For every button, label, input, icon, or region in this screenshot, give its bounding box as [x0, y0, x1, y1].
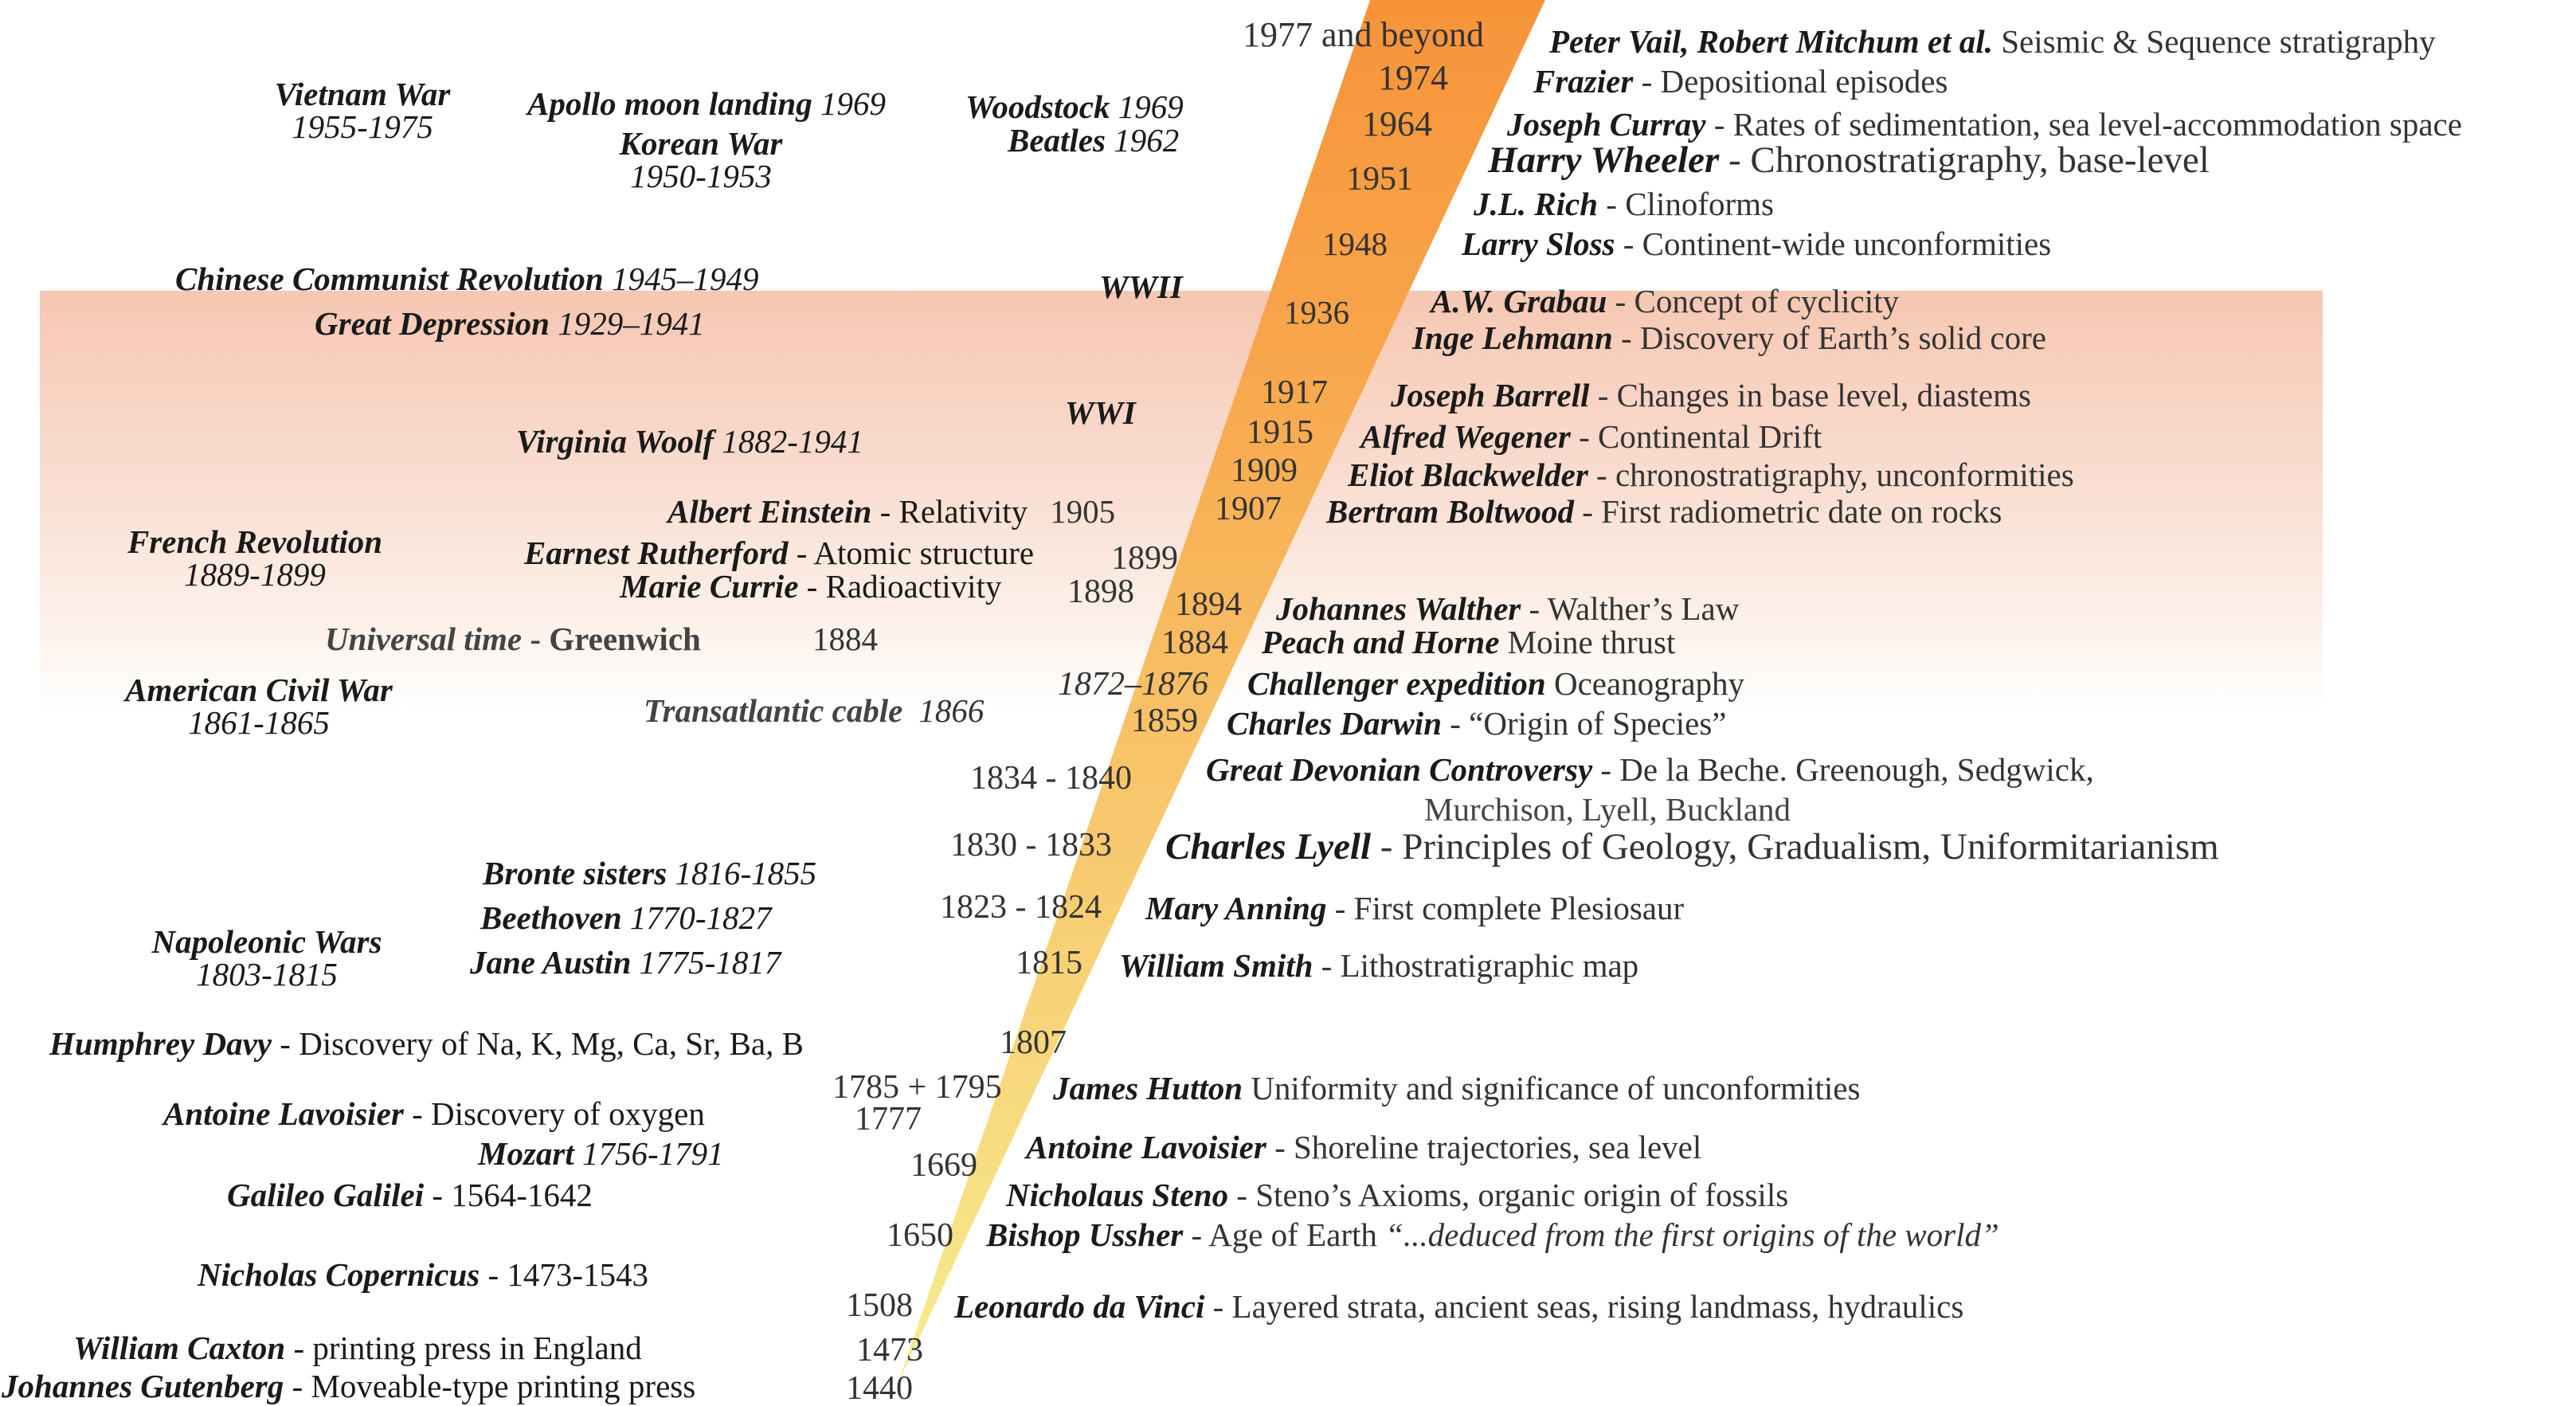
event-name: Korean War — [619, 125, 783, 162]
event-dates: 1929–1941 — [558, 305, 705, 342]
timeline-entry — [1488, 139, 2210, 181]
contribution: Uniformity and significance of unconformities — [1251, 1070, 1861, 1106]
event-name: Earnest Rutherford — [524, 535, 789, 571]
timeline-entry — [1326, 495, 2002, 528]
scientist-name: William Smith — [1119, 947, 1313, 984]
timeline-entry — [1549, 25, 2436, 58]
event-desc: - Radioactivity — [806, 568, 1002, 605]
year-label: 1872–1876 — [1058, 666, 1208, 703]
timeline-entry — [1262, 626, 1675, 659]
year-label: 1917 — [1261, 374, 1328, 411]
event-desc: - Atomic structure — [796, 535, 1035, 571]
contribution: - Shoreline trajectories, sea level — [1274, 1129, 1702, 1165]
event-dates: 1889-1899 — [184, 556, 326, 593]
scientist-name: Alfred Wegener — [1360, 418, 1571, 455]
event-name: WWII — [1099, 268, 1183, 305]
history-event — [315, 307, 705, 340]
event-name: Bronte sisters — [483, 855, 667, 891]
history-event — [965, 88, 1184, 125]
year-label: 1650 — [887, 1217, 953, 1254]
contribution: - First radiometric date on rocks — [1582, 493, 2002, 530]
history-event — [1065, 394, 1136, 431]
scientist-name: Peach and Horne — [1262, 624, 1500, 660]
event-name: Transatlantic cable — [644, 692, 903, 729]
year-label: 1936 — [1284, 294, 1349, 331]
year-label: 1785 + 1795 — [832, 1069, 1002, 1106]
timeline-entry — [1507, 108, 2462, 141]
science-event — [163, 1095, 705, 1132]
event-dates: 1816-1855 — [675, 855, 817, 891]
contribution: - Age of Earth — [1191, 1216, 1377, 1253]
event-year: 1905 — [1050, 493, 1116, 530]
event-name: Albert Einstein — [667, 493, 872, 530]
history-event — [131, 923, 402, 993]
contribution: - Continent-wide unconformities — [1623, 225, 2052, 262]
scientist-name: J.L. Rich — [1474, 186, 1599, 222]
timeline-entry — [1053, 1072, 1860, 1105]
history-event — [470, 946, 781, 979]
scientist-name: Nicholaus Steno — [1006, 1177, 1229, 1213]
event-year: 1898 — [1067, 574, 1134, 610]
timeline-entry — [1227, 707, 1727, 740]
contribution: - Principles of Geology, Gradualism, Uniformitarianism — [1380, 826, 2219, 867]
year-label: 1894 — [1175, 586, 1242, 623]
history-event — [175, 260, 759, 297]
event-desc: - Moveable-type printing press — [292, 1368, 696, 1404]
history-event — [516, 425, 863, 458]
year-label: 1907 — [1215, 491, 1282, 527]
timeline-entry — [986, 1216, 1999, 1253]
contribution: - chronostratigraphy, unconformities — [1596, 456, 2074, 493]
ussher-quote: “...deduced from the first origins of the world” — [1385, 1216, 1999, 1253]
timeline-entry — [1412, 319, 2046, 356]
event-name: Great Depression — [315, 305, 550, 342]
timeline-entry — [1119, 947, 1639, 984]
timeline-entry — [1348, 456, 2074, 493]
event-name: Mozart — [478, 1135, 574, 1172]
year-label: 1964 — [1362, 104, 1432, 143]
event-name: Nicholas Copernicus — [198, 1256, 480, 1293]
timeline-entry — [954, 1290, 1963, 1323]
scientist-name: Inge Lehmann — [1412, 319, 1613, 356]
contribution: - Concept of cyclicity — [1615, 283, 1899, 319]
event-desc: - Discovery of oxygen — [412, 1095, 705, 1132]
scientist-name: Eliot Blackwelder — [1348, 456, 1588, 493]
event-name: American Civil War — [125, 672, 393, 708]
year-label: 1830 - 1833 — [950, 827, 1112, 864]
year-label: 1508 — [846, 1287, 913, 1324]
year-label: 1884 — [1161, 625, 1228, 661]
event-year: 1899 — [1111, 540, 1178, 577]
year-label: 1823 - 1824 — [940, 889, 1102, 926]
event-desc: - 1564-1642 — [432, 1177, 593, 1213]
event-name: Jane Austin — [470, 944, 632, 981]
scientist-name: Peter Vail, Robert Mitchum et al. — [1549, 23, 1993, 60]
scientist-name: Harry Wheeler — [1488, 139, 1720, 181]
event-year: 1866 — [918, 692, 985, 729]
year-label: 1807 — [1000, 1024, 1067, 1061]
timeline-entry — [1206, 751, 2094, 788]
contribution: - Discovery of Earth’s solid core — [1621, 319, 2046, 356]
event-name: Beethoven — [480, 899, 622, 936]
event-name: Woodstock — [965, 88, 1110, 125]
event-dates: 1955-1975 — [292, 108, 433, 145]
timeline-entry — [1462, 225, 2052, 262]
timeline-entry — [1276, 590, 1740, 627]
scientist-name: Challenger expedition — [1247, 665, 1546, 702]
event-dates: 1969 — [820, 85, 886, 122]
event-desc: - Greenwich — [530, 621, 701, 657]
event-name: Universal time — [325, 621, 523, 657]
event-dates: 1861-1865 — [188, 704, 330, 741]
contribution: - Depositional episodes — [1641, 63, 1948, 100]
scientist-name: Charles Darwin — [1227, 705, 1443, 742]
contribution: - Rates of sedimentation, sea level-accommodation space — [1713, 106, 2462, 143]
history-event — [263, 78, 462, 143]
contribution: - De la Beche. Greenough, Sedgwick, — [1600, 751, 2094, 788]
scientist-name: Leonardo da Vinci — [954, 1288, 1205, 1325]
contribution-continued: Murchison, Lyell, Buckland — [1424, 791, 1791, 828]
history-event — [1008, 124, 1179, 157]
timeline-entry — [1474, 188, 1774, 221]
contribution: Seismic & Sequence stratigraphy — [2001, 23, 2436, 60]
year-label: 1948 — [1322, 225, 1388, 262]
contribution: Moine thrust — [1507, 624, 1676, 660]
event-name: Napoleonic Wars — [151, 923, 382, 960]
scientist-name: Johannes Walther — [1276, 590, 1521, 627]
history-event — [1099, 268, 1183, 305]
event-year: 1884 — [812, 621, 878, 657]
timeline-entry — [1026, 1131, 1701, 1164]
scientist-name: Joseph Curray — [1507, 106, 1706, 143]
year-label: 1440 — [846, 1370, 913, 1406]
timeline-entry — [1145, 892, 1684, 925]
science-event — [227, 1179, 593, 1212]
event-dates: 1945–1949 — [611, 260, 759, 297]
contribution: - First complete Plesiosaur — [1334, 890, 1685, 926]
event-dates: 1803-1815 — [196, 956, 338, 993]
science-event — [2, 1370, 695, 1403]
event-dates: 1969 — [1118, 88, 1184, 125]
science-event — [644, 692, 985, 729]
scientist-name: Charles Lyell — [1165, 826, 1372, 867]
history-event — [104, 523, 406, 593]
timeline-entry — [1391, 379, 2031, 412]
scientist-name: Bishop Ussher — [986, 1216, 1184, 1253]
science-event — [49, 1025, 804, 1062]
event-name: Marie Currie — [620, 568, 799, 605]
year-label: 1859 — [1131, 703, 1198, 739]
year-label: 1974 — [1378, 58, 1448, 97]
scientist-name: Antoine Lavoisier — [1026, 1129, 1266, 1165]
science-event — [198, 1256, 649, 1293]
event-name: Johannes Gutenberg — [2, 1368, 284, 1404]
history-event — [597, 127, 805, 193]
event-desc: - Discovery of Na, K, Mg, Ca, Sr, Ba, B — [280, 1025, 804, 1062]
science-event — [325, 623, 701, 656]
event-dates: 1882-1941 — [722, 423, 863, 460]
event-dates: 1950-1953 — [630, 158, 772, 194]
science-event — [620, 570, 1001, 603]
contribution: - Clinoforms — [1606, 186, 1774, 222]
science-event — [524, 537, 1034, 570]
event-desc: - printing press in England — [293, 1330, 642, 1366]
year-label: 1909 — [1231, 452, 1298, 489]
event-name: Antoine Lavoisier — [163, 1095, 404, 1132]
scientist-name: Bertram Boltwood — [1326, 493, 1574, 530]
event-desc: - Relativity — [879, 493, 1028, 530]
timeline-entry — [1247, 665, 1745, 702]
event-name: Beatles — [1008, 122, 1106, 159]
event-dates: 1770-1827 — [629, 899, 772, 936]
year-label: 1834 - 1840 — [970, 760, 1132, 797]
timeline-entry — [1360, 418, 1822, 455]
event-dates: 1775-1817 — [639, 944, 781, 981]
contribution: - Steno’s Axioms, organic origin of fossils — [1236, 1177, 1789, 1213]
year-label: 1669 — [910, 1147, 977, 1184]
scientist-name: James Hutton — [1053, 1070, 1243, 1106]
history-event — [483, 857, 816, 890]
contribution: Oceanography — [1553, 665, 1745, 702]
history-event — [527, 85, 886, 122]
contribution: - Layered strata, ancient seas, rising landmass, hydraulics — [1212, 1288, 1964, 1325]
scientist-name: Great Devonian Controversy — [1206, 751, 1593, 788]
timeline-entry — [1165, 828, 2219, 866]
event-name: WWI — [1065, 394, 1136, 431]
timeline-entry — [1533, 65, 1948, 98]
event-name: Apollo moon landing — [527, 85, 812, 122]
year-label: 1951 — [1346, 161, 1413, 198]
scientist-name: Mary Anning — [1145, 890, 1327, 926]
contribution: - “Origin of Species” — [1450, 705, 1727, 742]
year-label: 1777 — [855, 1101, 922, 1138]
contribution: - Changes in base level, diastems — [1597, 377, 2031, 413]
event-name: Vietnam War — [274, 76, 451, 112]
year-label: 1815 — [1016, 945, 1082, 981]
timeline-entry — [1431, 285, 1899, 318]
history-event — [478, 1135, 724, 1172]
contribution: - Lithostratigraphic map — [1321, 947, 1639, 984]
timeline-entry — [1006, 1179, 1788, 1212]
event-name: Virginia Woolf — [516, 423, 714, 460]
event-name: William Caxton — [73, 1330, 286, 1366]
event-name: Galileo Galilei — [227, 1177, 425, 1213]
year-label: 1977 and beyond — [1243, 15, 1485, 54]
event-name: Chinese Communist Revolution — [175, 260, 604, 297]
contribution: - Chronostratigraphy, base-level — [1728, 139, 2210, 181]
history-event — [480, 899, 772, 936]
event-name: French Revolution — [127, 523, 383, 560]
scientist-name: Joseph Barrell — [1391, 377, 1590, 413]
year-label: 1915 — [1247, 414, 1313, 451]
event-dates: 1962 — [1114, 122, 1180, 159]
contribution: - Continental Drift — [1579, 418, 1822, 455]
science-event — [667, 495, 1115, 528]
scientist-name: A.W. Grabau — [1431, 283, 1607, 319]
event-name: Humphrey Davy — [49, 1025, 272, 1062]
event-dates: 1756-1791 — [582, 1135, 724, 1172]
event-desc: - 1473-1543 — [487, 1256, 649, 1293]
contribution: - Walther’s Law — [1529, 590, 1740, 627]
scientist-name: Larry Sloss — [1462, 225, 1615, 262]
history-event — [100, 674, 418, 739]
scientist-name: Frazier — [1533, 63, 1634, 100]
science-event — [73, 1332, 642, 1365]
year-label: 1473 — [856, 1332, 923, 1369]
